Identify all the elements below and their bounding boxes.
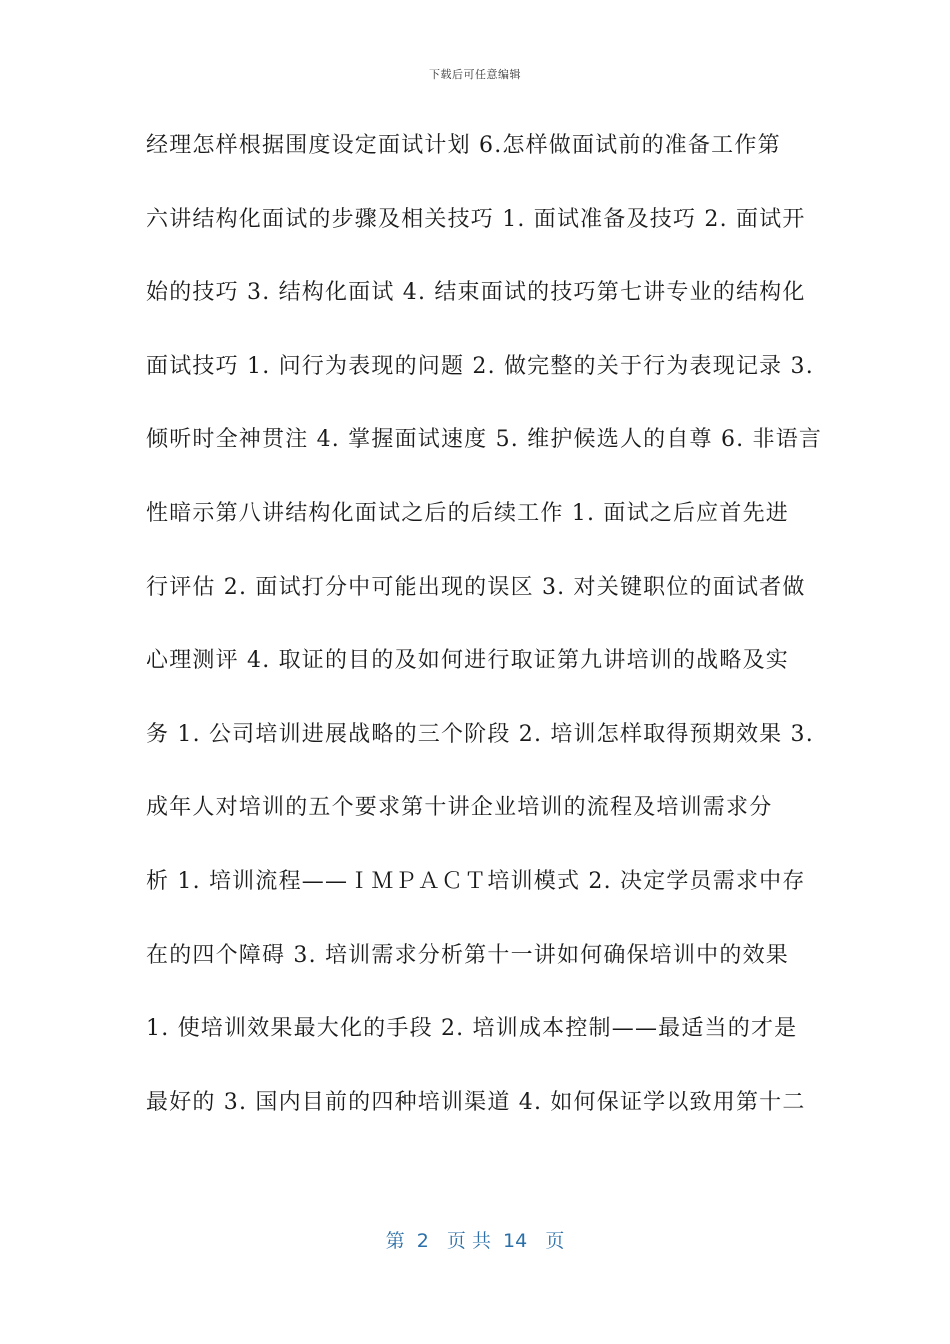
- body-line: 成年人对培训的五个要求第十讲企业培训的流程及培训需求分: [146, 795, 773, 821]
- body-line: 经理怎样根据围度设定面试计划 6.怎样做面试前的准备工作第: [146, 133, 781, 158]
- body-line: 行评估 2. 面试打分中可能出现的误区 3. 对关键职位的面试者做: [146, 574, 806, 600]
- body-line: 析 1. 培训流程——ＩＭＰＡＣＴ培训模式 2. 决定学员需求中存: [146, 868, 806, 894]
- body-line: 最好的 3. 国内目前的四种培训渠道 4. 如何保证学以致用第十二: [146, 1089, 806, 1115]
- body-line: 面试技巧 1. 问行为表现的问题 2. 做完整的关于行为表现记录 3.: [146, 353, 814, 379]
- body-line: 务 1. 公司培训进展战略的三个阶段 2. 培训怎样取得预期效果 3.: [146, 721, 814, 747]
- body-line: 心理测评 4. 取证的目的及如何进行取证第九讲培训的战略及实: [146, 648, 789, 674]
- body-line: 性暗示第八讲结构化面试之后的后续工作 1. 面试之后应首先进: [146, 500, 789, 526]
- page-header-note: 下载后可任意编辑: [429, 68, 521, 81]
- document-body: [146, 127, 823, 1157]
- page-number-footer: 第 2 页 共 14 页: [385, 1230, 565, 1252]
- body-line: 始的技巧 3. 结构化面试 4. 结束面试的技巧第七讲专业的结构化: [146, 280, 806, 306]
- body-line: 在的四个障碍 3. 培训需求分析第十一讲如何确保培训中的效果: [146, 942, 789, 968]
- body-line: 倾听时全神贯注 4. 掌握面试速度 5. 维护候选人的自尊 6. 非语言: [146, 427, 823, 453]
- body-line: 六讲结构化面试的步骤及相关技巧 1. 面试准备及技巧 2. 面试开: [146, 206, 806, 232]
- body-line: 1. 使培训效果最大化的手段 2. 培训成本控制——最适当的才是: [146, 1016, 798, 1042]
